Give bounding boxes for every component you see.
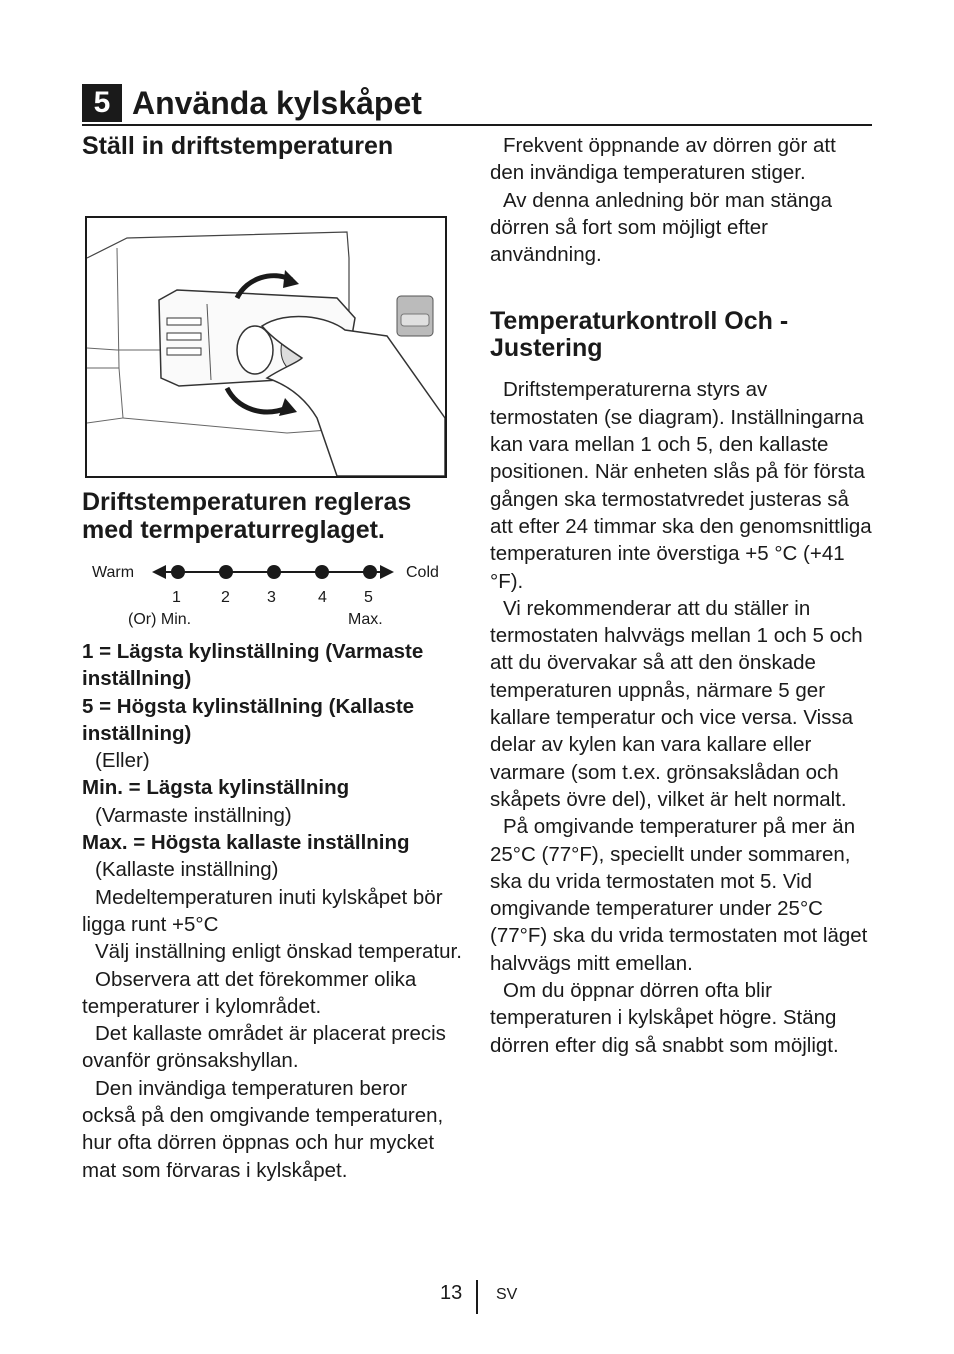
body-paragraph: Om du öppnar dörren ofta blir temperaturen i kylskåpet högre. Stäng dörren efter dig så snabbt som möjligt. bbox=[490, 979, 839, 1057]
chapter-title: Använda kylskåpet bbox=[132, 85, 422, 121]
left-column bbox=[82, 132, 462, 1182]
dial-cold-label: Cold bbox=[406, 564, 439, 581]
dial-number-4: 4 bbox=[318, 589, 327, 606]
dial-min-label: (Or) Min. bbox=[128, 611, 192, 628]
section-heading-regulator: Driftstemperaturen regleras med termperaturreglaget. bbox=[82, 488, 412, 544]
dial-dot-5 bbox=[363, 565, 377, 579]
body-paragraph: På omgivande temperaturer på mer än 25°C (77°F), speciellt under sommaren, ska du vrida termostaten mot 5. Vid omgivande temperaturer under 25°C (77°F) ska du vrida termostaten mot läget halvvägs mitt emellan. bbox=[490, 815, 868, 975]
body-paragraph: Välj inställning enligt önskad temperatur. bbox=[95, 940, 462, 964]
dial-dot-3 bbox=[267, 565, 281, 579]
section-heading-operating-temperature: Ställ in driftstemperaturen bbox=[82, 132, 394, 160]
definition-line: Max. = Högsta kallaste inställning bbox=[82, 831, 410, 855]
dial-dot-4 bbox=[315, 565, 329, 579]
thermostat-illustration bbox=[85, 216, 447, 478]
chapter-header bbox=[82, 82, 872, 126]
definition-line: (Varmaste inställning) bbox=[95, 803, 292, 827]
body-paragraph: Driftstemperaturerna styrs av termostaten (se diagram). Inställningarna kan vara mellan 1 och 5, den kallaste positionen. När enheten slås på för första gången ska termostatvredet justeras så att efter 24 timmar ska den genomsnittliga temperaturen inte överstiga +5 °C (+41 °F). bbox=[490, 378, 872, 593]
arrow-left-icon bbox=[152, 565, 166, 579]
section-heading-temperature-control: Temperaturkontroll Och -Justering bbox=[490, 307, 789, 363]
definition-line: (Kallaste inställning) bbox=[95, 858, 279, 882]
dial-number-1: 1 bbox=[172, 589, 181, 606]
chapter-number-badge: 5 bbox=[82, 84, 122, 122]
definition-line: (Eller) bbox=[95, 749, 150, 773]
body-paragraph: Observera att det förekommer olika temperaturer i kylområdet. bbox=[82, 967, 417, 1018]
body-paragraph: Av denna anledning bör man stänga dörren så fort som möjligt efter användning. bbox=[490, 188, 833, 267]
dial-dot-1 bbox=[171, 565, 185, 579]
body-paragraph: Vi rekommenderar att du ställer in termostaten halvvägs mellan 1 och 5 och att du övervakar så att den önskade temperaturen uppnås, närmare 5 ger kallare temperatur och vice versa. Vissa delar av kylen kan vara kallare eller varmare (som t.ex. grönsakslådan och skåpets övre del), vilket är helt normalt. bbox=[490, 596, 863, 811]
body-paragraph: Frekvent öppnande av dörren gör att den invändiga temperaturen stiger. bbox=[490, 134, 836, 185]
definition-line: 5 = Högsta kylinställning (Kallaste inställning) bbox=[82, 694, 415, 745]
page-number: 13 bbox=[440, 1282, 463, 1304]
dial-number-5: 5 bbox=[364, 589, 373, 606]
definition-line: 1 = Lägsta kylinställning (Varmaste inställning) bbox=[82, 640, 424, 691]
thermostat-hand-drawing bbox=[87, 218, 445, 476]
arrow-right-icon bbox=[380, 565, 394, 579]
footer-divider bbox=[476, 1280, 478, 1314]
dial-warm-label: Warm bbox=[92, 564, 135, 581]
dial-number-3: 3 bbox=[267, 589, 276, 606]
dial-max-label: Max. bbox=[348, 611, 383, 628]
thermostat-scale bbox=[82, 556, 462, 628]
body-paragraph: Medeltemperaturen inuti kylskåpet bör ligga runt +5°C bbox=[82, 885, 443, 936]
settings-definitions bbox=[82, 638, 462, 1184]
body-paragraph: Den invändiga temperaturen beror också på den omgivande temperaturen, hur ofta dörren öppnas och hur mycket mat som förvaras i kylskåpet. bbox=[82, 1076, 444, 1182]
right-column bbox=[490, 132, 874, 1059]
dial-dot-2 bbox=[219, 565, 233, 579]
definition-line: Min. = Lägsta kylinställning bbox=[82, 776, 350, 800]
dial-number-2: 2 bbox=[221, 589, 230, 606]
page-footer bbox=[440, 1280, 560, 1314]
body-paragraph: Det kallaste området är placerat precis ovanför grönsakshyllan. bbox=[82, 1022, 446, 1073]
language-code: SV bbox=[496, 1286, 518, 1303]
